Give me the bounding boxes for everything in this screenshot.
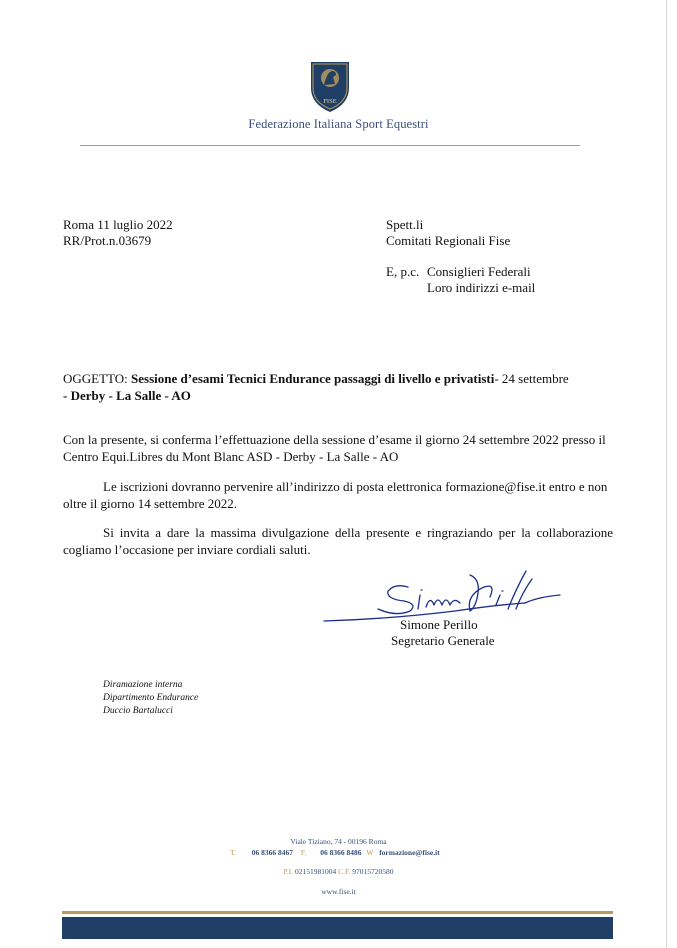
distribution-line-3: Duccio Bartalucci — [103, 706, 173, 716]
subject — [63, 371, 623, 404]
svg-text:FISE: FISE — [323, 98, 337, 105]
phone-label: T. — [230, 848, 236, 857]
subject-location: - Derby - La Salle - AO — [63, 387, 191, 403]
subject-label: OGGETTO: — [63, 371, 128, 386]
paragraph-2-line-2: oltre il giorno 14 settembre 2022. — [63, 495, 238, 511]
paragraph-1 — [63, 432, 623, 465]
subject-date: - 24 settembre — [494, 371, 569, 386]
cc-line-2: Loro indirizzi e-mail — [427, 280, 536, 295]
footer-tax-info — [0, 867, 677, 876]
paragraph-1-line-2: Centro Equi.Libres du Mont Blanc ASD - Derby - La Salle - AO — [63, 448, 399, 464]
footer-gold-stripe — [62, 911, 613, 914]
cf-value: 97015720580 — [352, 867, 394, 876]
subject-bold-text: Sessione d’esami Tecnici Endurance passaggi di livello e privatisti — [131, 371, 495, 386]
footer-address: Viale Tiziano, 74 - 00196 Roma — [290, 837, 387, 846]
recipient-name: Comitati Regionali Fise — [386, 233, 511, 248]
fise-logo — [305, 58, 355, 114]
protocol-number: RR/Prot.n.03679 — [63, 233, 152, 248]
footer-blue-band — [62, 917, 613, 939]
letter-date: Roma 11 luglio 2022 — [63, 217, 173, 232]
fax-label: F. — [300, 848, 307, 857]
recipient-salutation: Spett.li — [386, 217, 424, 232]
paragraph-3-line-2: cogliamo l’occasione per inviare cordiali saluti. — [63, 541, 311, 557]
signatory-name: Simone Perillo — [400, 617, 478, 632]
page-edge — [666, 0, 667, 948]
paragraph-3 — [63, 525, 613, 558]
phone-number: 06 8366 8467 — [251, 848, 294, 857]
paragraph-2 — [63, 479, 623, 512]
cc-line-1: Consiglieri Federali — [427, 264, 531, 279]
signatory-title: Segretario Generale — [391, 633, 495, 648]
paragraph-2-line-1: Le iscrizioni dovranno pervenire all’indirizzo di posta elettronica formazione@fise.it entro e non — [103, 479, 608, 494]
distribution-line-2: Dipartimento Endurance — [103, 693, 199, 703]
cf-label: C.F. — [338, 867, 351, 876]
paragraph-1-line-1: Con la presente, si conferma l’effettuazione della sessione d’esame il giorno 24 settembre 2022 presso il — [63, 432, 606, 447]
cc-label: E, p.c. — [386, 264, 420, 279]
footer-website[interactable]: www.fise.it — [321, 887, 356, 896]
paragraph-3-line-1: Si invita a dare la massima divulgazione della presente e ringraziando per la collaborazione — [103, 525, 613, 540]
pi-label: P.I. — [283, 867, 294, 876]
header-divider — [80, 145, 580, 146]
fax-number: 06 8366 8486 — [320, 848, 362, 857]
pi-value: 02151981004 — [294, 867, 337, 876]
organization-name: Federazione Italiana Sport Equestri — [248, 117, 429, 131]
footer-email[interactable]: formazione@fise.it — [379, 848, 440, 857]
distribution-line-1: Diramazione interna — [103, 680, 183, 690]
footer-contacts — [230, 848, 440, 857]
web-label: W — [366, 848, 374, 857]
